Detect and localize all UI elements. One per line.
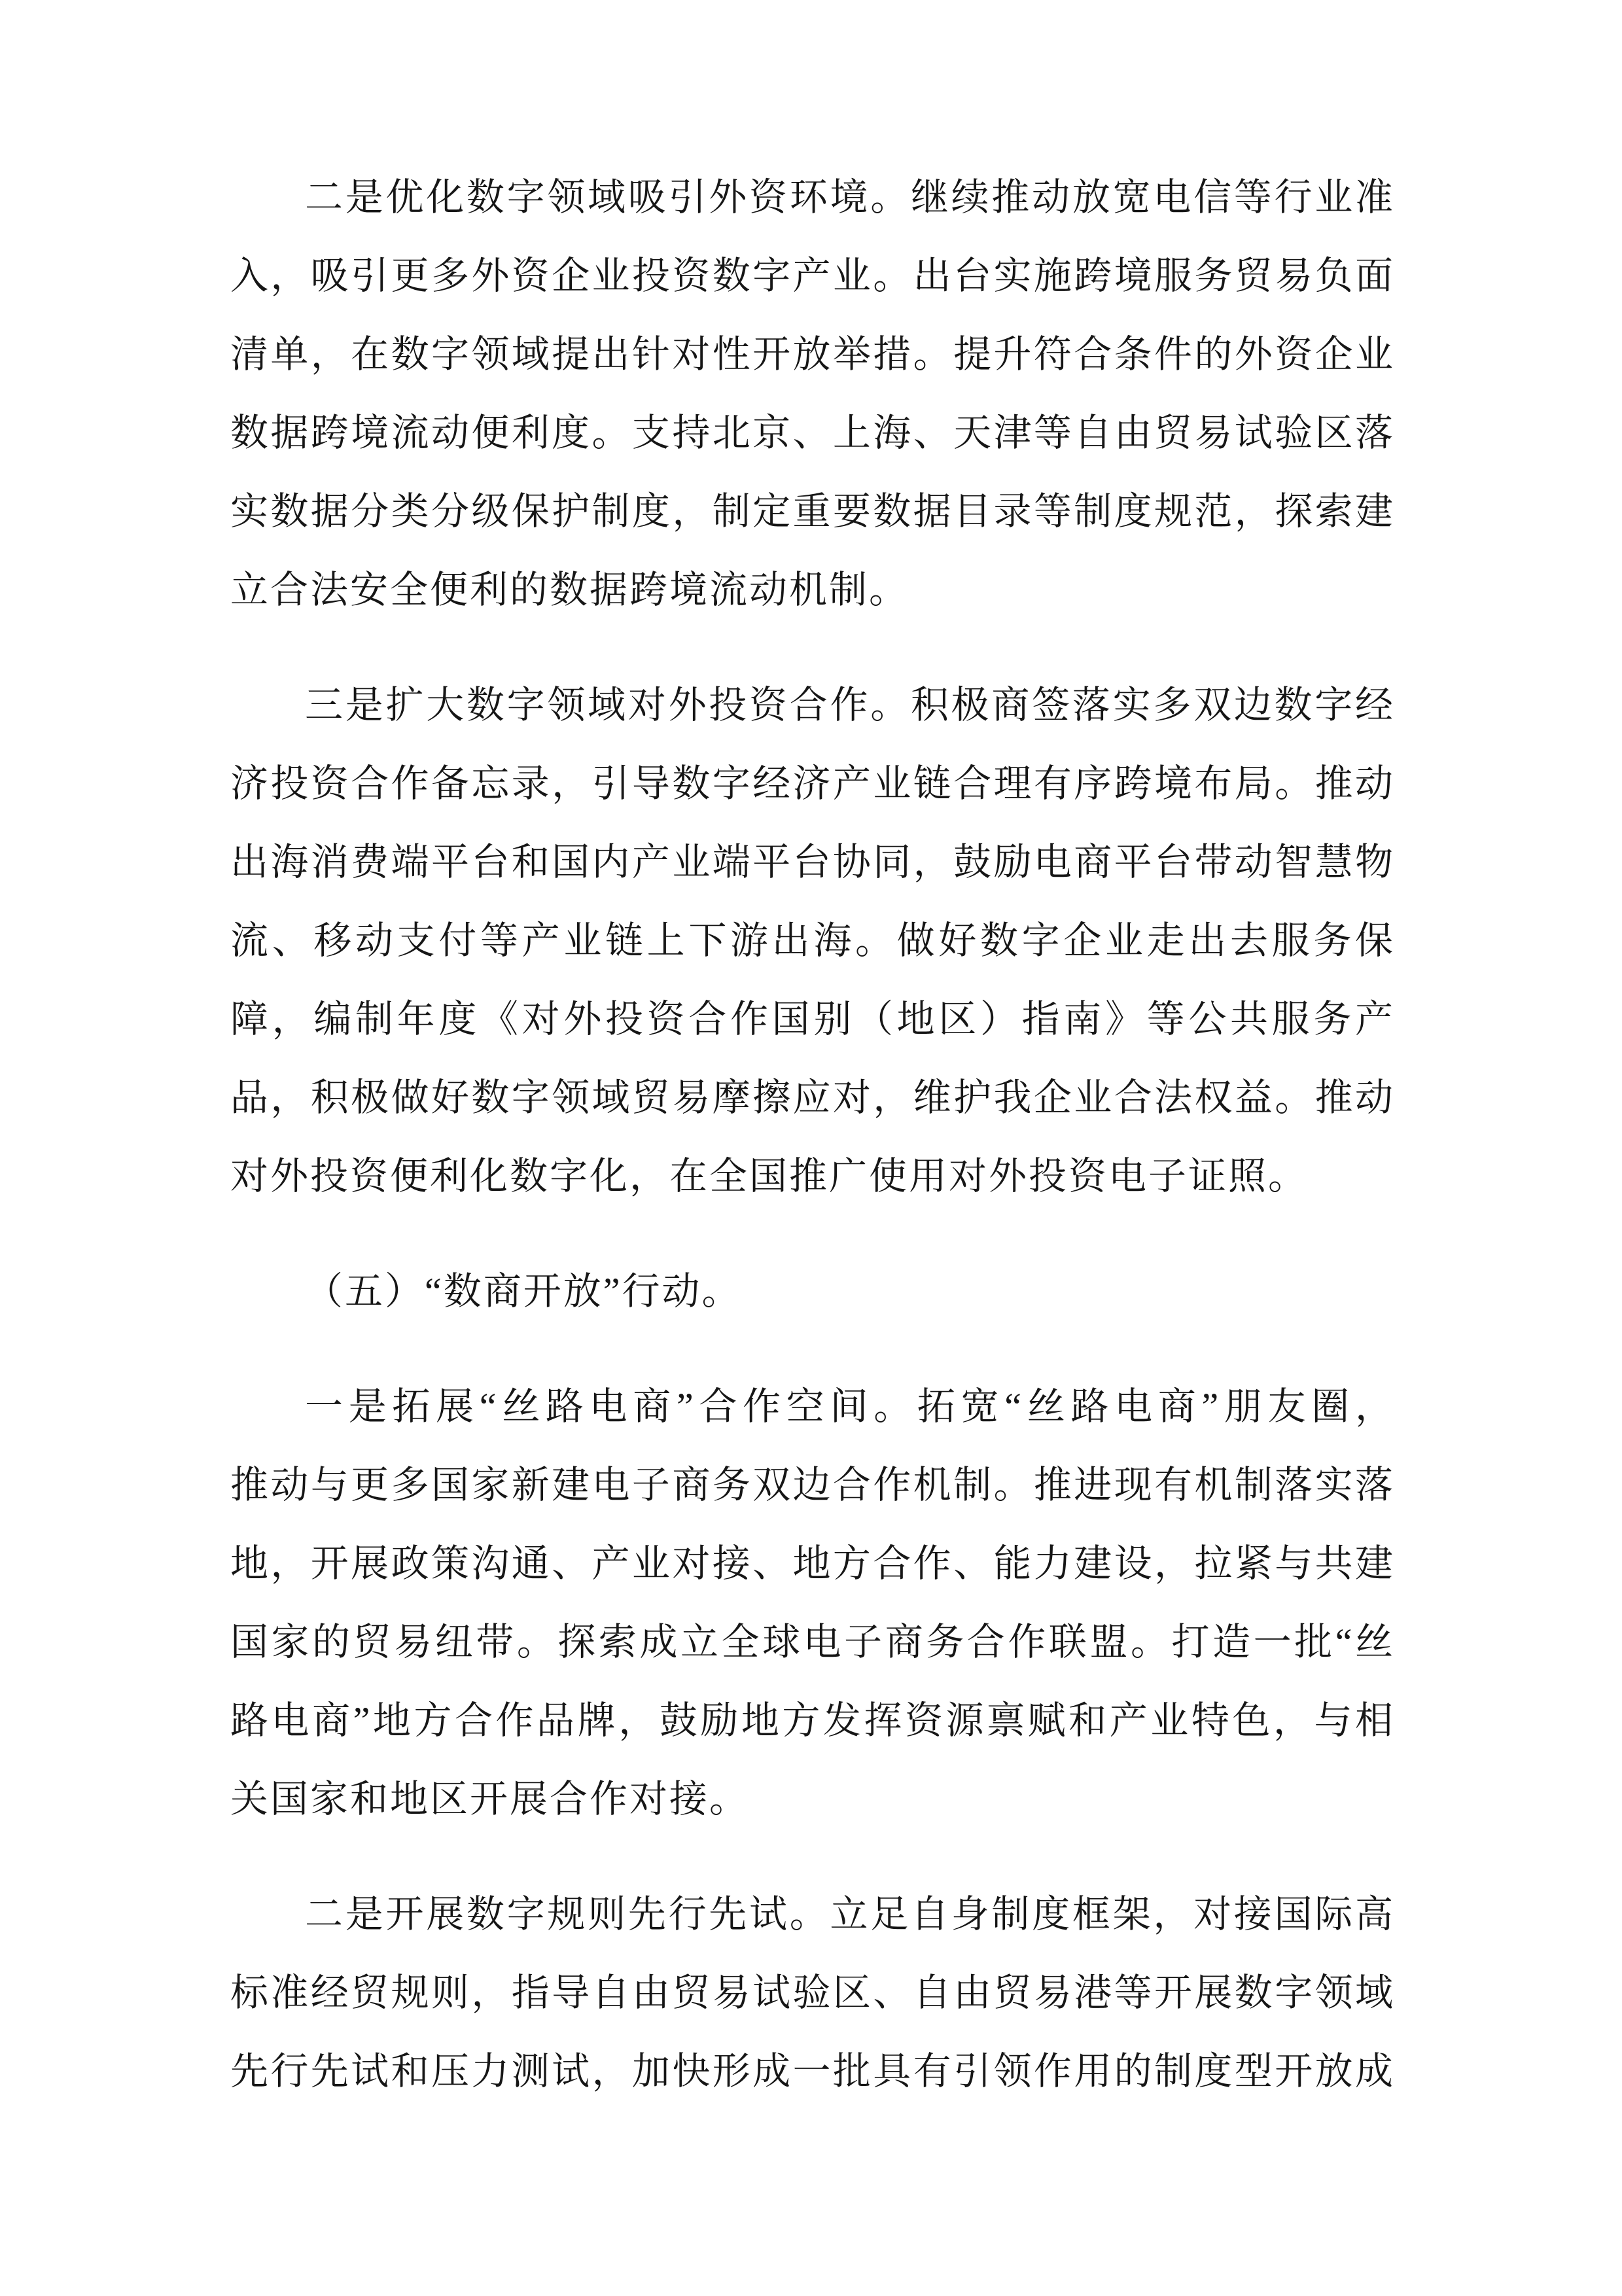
text-line: 二是开展数字规则先行先试。立足自身制度框架，对接国际高 [305,1893,1395,1935]
document-content [230,158,1395,2111]
text-line: 推动与更多国家新建电子商务双边合作机制。推进现有机制落实落 [230,1464,1395,1506]
text-line: 标准经贸规则，指导自由贸易试验区、自由贸易港等开展数字领域 [230,1971,1395,2014]
body-paragraph [230,666,1395,1216]
text-line: 一是拓展“丝路电商”合作空间。拓宽“丝路电商”朋友圈， [305,1385,1395,1428]
text-line: 国家的贸易纽带。探索成立全球电子商务合作联盟。打造一批“丝 [230,1621,1395,1663]
text-line: 地，开展政策沟通、产业对接、地方合作、能力建设，拉紧与共建 [230,1542,1395,1585]
body-paragraph [230,1368,1395,1839]
heading-line: （五）“数商开放”行动。 [305,1270,742,1313]
text-line: 实数据分类分级保护制度，制定重要数据目录等制度规范，探索建 [230,490,1395,533]
text-line: 流、移动支付等产业链上下游出海。做好数字企业走出去服务保 [230,919,1395,962]
text-line: 清单，在数字领域提出针对性开放举措。提升符合条件的外资企业 [230,333,1395,376]
text-line: 数据跨境流动便利度。支持北京、上海、天津等自由贸易试验区落 [230,412,1395,454]
text-line: 二是优化数字领域吸引外资环境。继续推动放宽电信等行业准 [305,176,1395,219]
text-line: 出海消费端平台和国内产业端平台协同，鼓励电商平台带动智慧物 [230,841,1395,883]
text-line: 关国家和地区开展合作对接。 [230,1778,750,1820]
text-line: 对外投资便利化数字化，在全国推广使用对外投资电子证照。 [230,1155,1309,1197]
text-line: 三是扩大数字领域对外投资合作。积极商签落实多双边数字经 [305,684,1395,726]
body-paragraph [230,158,1395,629]
text-line: 立合法安全便利的数据跨境流动机制。 [230,569,909,611]
text-line: 入，吸引更多外资企业投资数字产业。出台实施跨境服务贸易负面 [230,255,1395,297]
text-line: 品，积极做好数字领域贸易摩擦应对，维护我企业合法权益。推动 [230,1076,1395,1119]
text-line: 先行先试和压力测试，加快形成一批具有引领作用的制度型开放成 [230,2050,1395,2093]
body-paragraph [230,1875,1395,2111]
text-line: 障，编制年度《对外投资合作国别（地区）指南》等公共服务产 [230,998,1395,1040]
text-line: 路电商”地方合作品牌，鼓励地方发挥资源禀赋和产业特色，与相 [230,1699,1395,1742]
text-line: 济投资合作备忘录，引导数字经济产业链合理有序跨境布局。推动 [230,762,1395,805]
section-heading [230,1252,1395,1331]
